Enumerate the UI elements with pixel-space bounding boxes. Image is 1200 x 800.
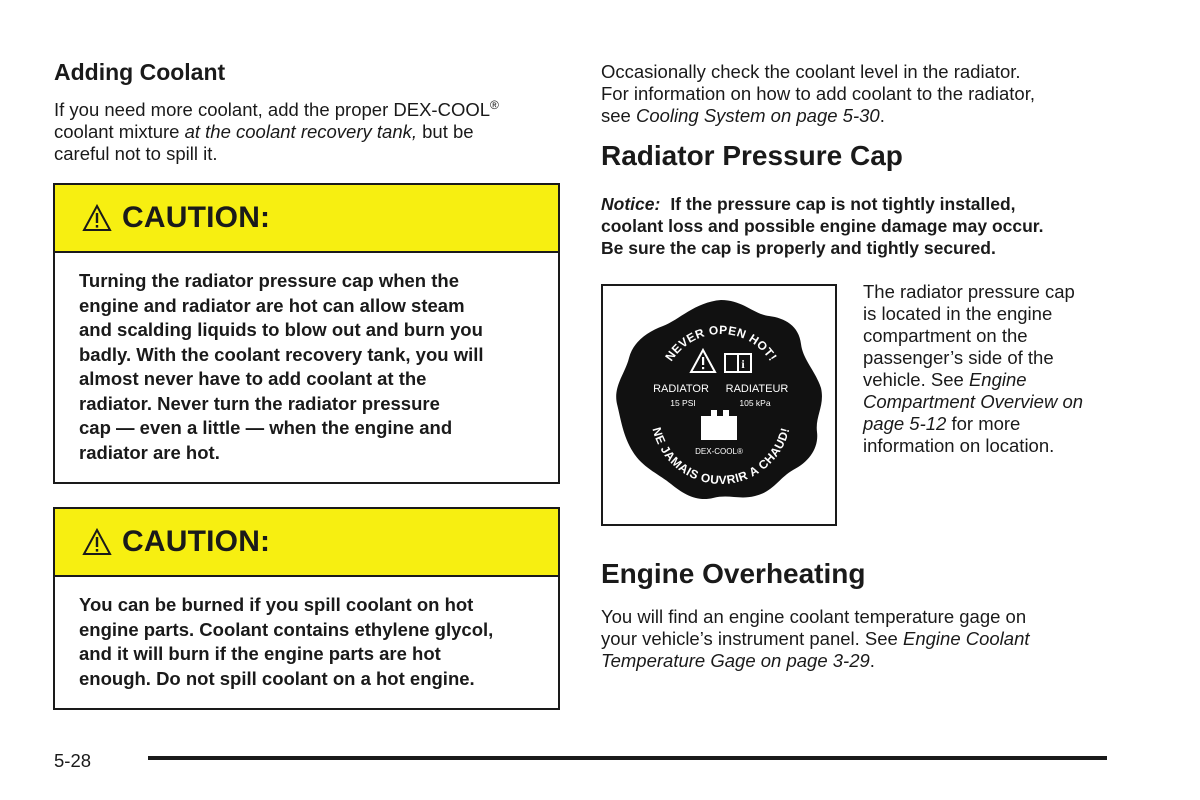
caution1-line: radiator are hot.: [79, 441, 220, 463]
radiator-pressure-cap-heading: Radiator Pressure Cap: [601, 140, 903, 171]
caution-text-1: [55, 253, 558, 465]
recovery-tank-ref: at the coolant recovery tank,: [184, 121, 417, 143]
cap-desc-line: for more: [946, 413, 1021, 434]
footer-rule: [148, 756, 1107, 760]
notice-line: Be sure the cap is properly and tightly secured.: [601, 238, 996, 258]
adding-line-2-end: but be: [417, 121, 474, 143]
coolant-level-paragraph: [601, 61, 1161, 127]
intro-line-3-end: .: [879, 105, 885, 126]
caution1-line: Turning the radiator pressure cap when the: [79, 270, 459, 291]
cap-body: [616, 300, 822, 499]
cap-psi: 15 PSI: [670, 398, 696, 408]
cap-desc-line: vehicle. See: [863, 369, 969, 390]
caution-title-2: CAUTION:: [122, 525, 271, 558]
overheating-paragraph: [601, 606, 1161, 672]
adding-coolant-heading: Adding Coolant: [54, 59, 226, 85]
engine-compartment-ref: Compartment Overview on: [863, 391, 1084, 412]
adding-line-1: If you need more coolant, add the proper DEX-COOL: [54, 99, 491, 121]
warning-triangle-icon: [82, 528, 112, 556]
adding-coolant-paragraph: [54, 94, 554, 165]
engine-compartment-page-ref: page 5-12: [863, 413, 947, 434]
overheat-line-3-end: .: [869, 650, 875, 671]
overheat-line-2: your vehicle’s instrument panel. See: [601, 628, 903, 649]
cap-label-radiator: RADIATOR: [653, 383, 709, 395]
overheat-line-1: You will find an engine coolant temperature gage on: [601, 606, 1027, 627]
cap-top-text: NEVER OPEN HOT!: [662, 322, 780, 364]
cap-kpa: 105 kPa: [739, 398, 771, 408]
radiator-cap-illustration: [603, 286, 835, 524]
caution-text-2: [55, 577, 558, 691]
adding-line-3: careful not to spill it.: [54, 143, 218, 165]
svg-text:i: i: [741, 357, 745, 371]
cap-desc-line: compartment on the: [863, 325, 1028, 346]
radiator-cap-figure: [601, 284, 837, 526]
caution1-line: badly. With the coolant recovery tank, you will: [79, 343, 484, 365]
caution-header-1: [55, 185, 558, 253]
caution-box-2: [53, 507, 560, 710]
cooling-system-ref: Cooling System on page 5-30: [635, 105, 880, 126]
caution-title-1: CAUTION:: [122, 201, 271, 234]
cap-desc-line: The radiator pressure cap: [863, 281, 1075, 302]
caution2-line: enough. Do not spill coolant on a hot engine.: [79, 667, 475, 689]
registered-mark: ®: [490, 98, 499, 112]
notice-label: Notice:: [601, 194, 661, 214]
intro-line-2: For information on how to add coolant to the radiator,: [601, 83, 1035, 104]
caution-box-1: [53, 183, 560, 484]
caution2-line: You can be burned if you spill coolant on hot: [79, 594, 474, 615]
cap-desc-line: passenger’s side of the: [863, 347, 1054, 368]
notice-line: If the pressure cap is not tightly installed,: [670, 194, 1016, 214]
notice-line: coolant loss and possible engine damage may occur.: [601, 216, 1044, 236]
engine-compartment-ref: Engine: [968, 369, 1027, 390]
caution-header-2: [55, 509, 558, 577]
cap-location-paragraph: [863, 281, 1133, 457]
cap-label-radiateur: RADIATEUR: [725, 383, 789, 395]
cap-desc-line: information on location.: [863, 435, 1055, 456]
intro-line-1: Occasionally check the coolant level in the radiator.: [601, 61, 1021, 82]
engine-overheating-heading: Engine Overheating: [601, 558, 866, 589]
intro-line-3: see: [601, 105, 636, 126]
page-number: 5-28: [54, 750, 92, 771]
notice-paragraph: [601, 193, 1161, 259]
adding-line-2: coolant mixture: [54, 121, 185, 143]
cap-dexcool: DEX-COOL®: [695, 447, 743, 456]
caution1-line: almost never have to add coolant at the: [79, 368, 427, 389]
caution2-line: engine parts. Coolant contains ethylene glycol,: [79, 618, 494, 640]
caution1-line: and scalding liquids to blow out and burn you: [79, 319, 483, 340]
cap-bottom-text: NE JAMAIS OUVRIR A CHAUD!: [649, 425, 793, 488]
caution1-line: cap — even a little — when the engine and: [79, 417, 453, 438]
coolant-gage-page-ref: Temperature Gage on page 3-29: [601, 650, 870, 671]
caution1-line: engine and radiator are hot can allow steam: [79, 294, 465, 316]
coolant-gage-ref: Engine Coolant: [903, 628, 1030, 649]
caution2-line: and it will burn if the engine parts are hot: [79, 643, 441, 664]
warning-triangle-icon: [82, 204, 112, 232]
caution1-line: radiator. Never turn the radiator pressure: [79, 392, 440, 414]
cap-desc-line: is located in the engine: [863, 303, 1053, 324]
